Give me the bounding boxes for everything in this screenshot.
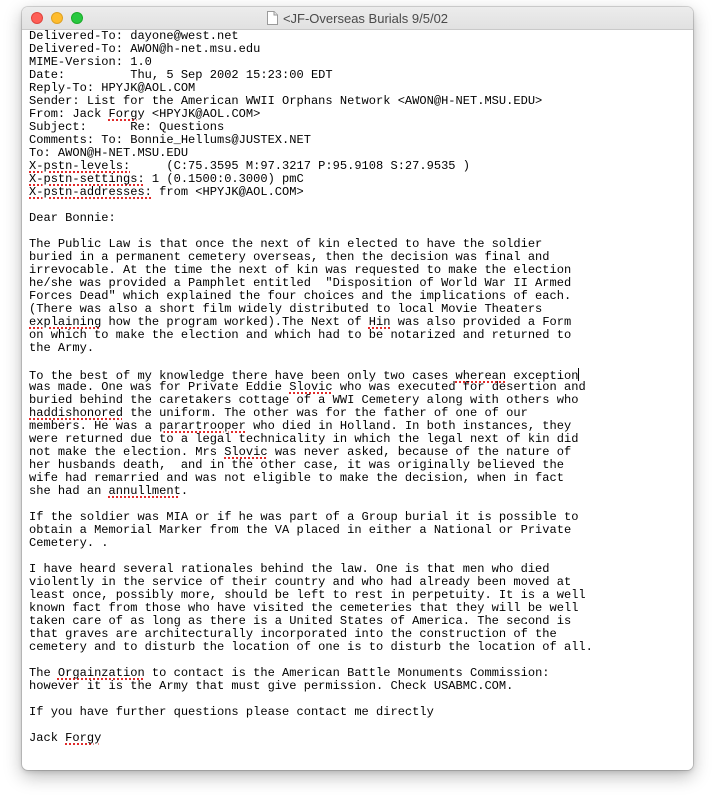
misspelled-word: X-pstn-addresses:: [29, 185, 152, 199]
misspelled-word: Slovic: [224, 445, 268, 459]
misspelled-word: parartrooper: [159, 419, 246, 433]
blank-line: [29, 719, 593, 732]
header-reply-to: Reply-To: HPYJK@AOL.COM: [29, 81, 196, 95]
from-prefix: From: Jack: [29, 107, 109, 121]
text-run: not make the election. Mrs: [29, 445, 225, 459]
x-levels-value: (C:75.3595 M:97.3217 P:95.9108 S:27.9535 ): [130, 159, 470, 173]
misspelled-word: X-pstn-levels:: [29, 159, 131, 173]
vertical-scrollbar[interactable]: [682, 30, 693, 770]
text-run: .: [180, 484, 189, 498]
misspelled-word: annullment: [108, 484, 181, 498]
document-icon[interactable]: [267, 11, 278, 25]
misspelled-word: Slovic: [289, 380, 333, 394]
x-addresses-value: from <HPYJK@AOL.COM>: [151, 185, 304, 199]
signature: [29, 732, 593, 745]
text-run: who was executed for desertion and: [332, 380, 586, 394]
header-delivered-to-1: Delivered-To: dayone@west.net: [29, 30, 239, 43]
paragraph-1-line: he/she was provided a Pamphlet entitled "Disposition of World War II Armed: [29, 276, 572, 290]
paragraph-4-line: least once, possibly more, should be left to rest in perpetuity. It is a well: [29, 588, 586, 602]
misspelled-word: Hin: [368, 315, 391, 329]
text-run: members. He was a: [29, 419, 160, 433]
header-mime-version: MIME-Version: 1.0: [29, 55, 152, 69]
header-delivered-to-2: Delivered-To: AWON@h-net.msu.edu: [29, 42, 261, 56]
title-area: [22, 7, 693, 29]
paragraph-4-line: known fact from those who have visited the cemeteries that they will be well: [29, 601, 579, 615]
header-date: Date: Thu, 5 Sep 2002 15:23:00 EDT: [29, 68, 333, 82]
text-run: who died in Holland. In both instances, they: [245, 419, 572, 433]
paragraph-4-line: that graves are architecturally incorporated into the construction of the: [29, 627, 557, 641]
text-run: how the program worked).The Next of: [101, 315, 369, 329]
paragraph-2-line: wife had remarried and was not eligible to make the decision, when in fact: [29, 471, 564, 485]
header-x-pstn-addresses: [29, 186, 593, 199]
email-text[interactable]: [29, 30, 593, 745]
paragraph-1-line: Forces Dead" which explained the four choices and the implications of each.: [29, 289, 572, 303]
from-suffix: <HPYJK@AOL.COM>: [144, 107, 261, 121]
header-sender: Sender: List for the American WWII Orphans Network <AWON@H-NET.MSU.EDU>: [29, 94, 543, 108]
paragraph-4-line: cemetery and to disturb the location of one is to disturb the location of all.: [29, 640, 593, 654]
paragraph-6-line: If you have further questions please contact me directly: [29, 705, 434, 719]
misspelled-word: Orgainzation: [57, 666, 145, 680]
paragraph-2-line: buried behind the caretakers cottage of a WWI Cemetery along with others who: [29, 393, 579, 407]
paragraph-2-line: were returned due to a legal technicality in which the legal next of kin did: [29, 432, 579, 446]
misspelled-word: haddishonored: [29, 406, 123, 420]
text-run: the uniform. The other was for the father of one of our: [122, 406, 528, 420]
text-run: was never asked, because of the nature of: [267, 445, 572, 459]
misspelled-word: wherean: [455, 369, 507, 383]
document-text-area[interactable]: [22, 30, 682, 770]
text-run: The: [29, 666, 58, 680]
text-run: was also provided a Form: [390, 315, 572, 329]
blank-line: [29, 355, 593, 368]
paragraph-3-line: If the soldier was MIA or if he was part of a Group burial it is possible to: [29, 510, 579, 524]
header-comments: Comments: To: Bonnie_Hellums@JUSTEX.NET: [29, 133, 311, 147]
paragraph-1-line: The Public Law is that once the next of kin elected to have the soldier: [29, 237, 543, 251]
paragraph-4-line: I have heard several rationales behind the law. One is that men who died: [29, 562, 550, 576]
paragraph-2-line: [29, 485, 593, 498]
paragraph-1-line: on which to make the election and which had to be notarized and returned to: [29, 328, 572, 342]
greeting: Dear Bonnie:: [29, 211, 116, 225]
paragraph-1-line: the Army.: [29, 341, 95, 355]
paragraph-5-line: however it is the Army that must give permission. Check USABMC.COM.: [29, 679, 514, 693]
paragraph-4-line: taken care of as long as there is a United States of America. The second is: [29, 614, 572, 628]
paragraph-3-line: obtain a Memorial Marker from the VA placed in either a National or Private: [29, 523, 572, 537]
header-subject: Subject: Re: Questions: [29, 120, 225, 134]
paragraph-2-line: her husbands death, and in the other case, it was originally believed the: [29, 458, 564, 472]
misspelled-word: X-pstn-settings:: [29, 172, 145, 186]
text-run: exception: [506, 369, 579, 383]
misspelled-word: Forgy: [65, 731, 102, 745]
title-bar[interactable]: [22, 7, 693, 30]
misspelled-word: explaining: [29, 315, 102, 329]
paragraph-4-line: violently in the service of their country and who had already been moved at: [29, 575, 572, 589]
paragraph-1-line: buried in a permanent cemetery overseas, then the decision was final and: [29, 250, 550, 264]
header-to: To: AWON@H-NET.MSU.EDU: [29, 146, 189, 160]
misspelled-word: Forgy: [108, 107, 145, 121]
x-settings-value: 1 (0.1500:0.3000) pmC: [144, 172, 304, 186]
paragraph-1-line: irrevocable. At the time the next of kin was requested to make the election: [29, 263, 572, 277]
text-run: to contact is the American Battle Monuments Commission:: [144, 666, 550, 680]
text-run: To the best of my knowledge there have been only two cases: [29, 369, 456, 383]
text-run: was made. One was for Private Eddie: [29, 380, 290, 394]
paragraph-3-line: Cemetery. .: [29, 536, 109, 550]
window-title: <JF-Overseas Burials 9/5/02: [282, 10, 449, 26]
paragraph-1-line: (There was also a short film widely distributed to local Movie Theaters: [29, 302, 543, 316]
text-run: she had an: [29, 484, 109, 498]
signature-first-name: Jack: [29, 731, 66, 745]
textedit-window: [22, 7, 693, 770]
